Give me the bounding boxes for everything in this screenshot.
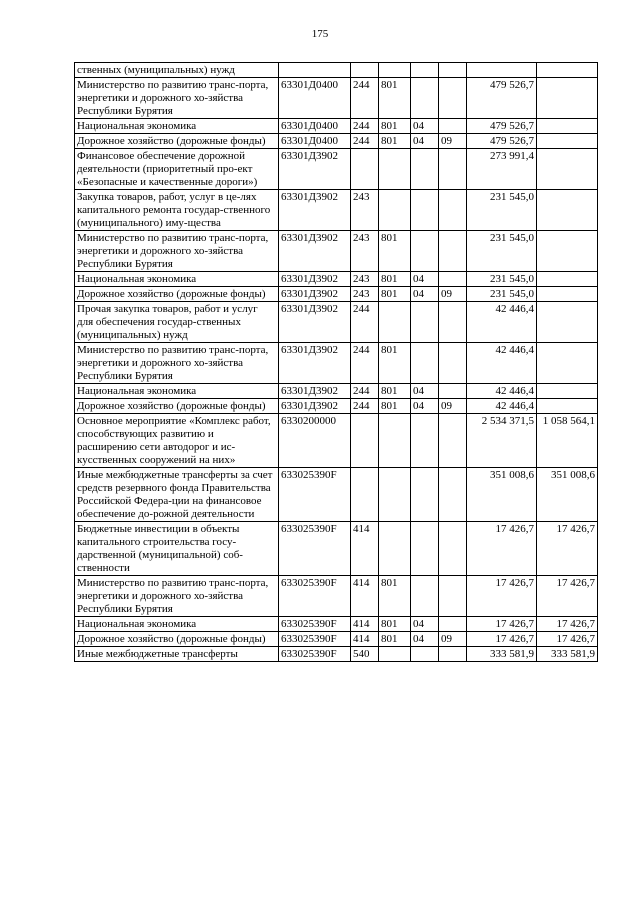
cell-department-code: 801	[379, 632, 411, 647]
cell-target-article-code: 633025390F	[279, 617, 351, 632]
cell-department-code: 801	[379, 231, 411, 272]
cell-section-code	[411, 576, 439, 617]
cell-row-name: Дорожное хозяйство (дорожные фонды)	[75, 287, 279, 302]
cell-target-article-code: 633025390F	[279, 647, 351, 662]
table-row	[75, 272, 598, 287]
cell-amount-second	[537, 231, 598, 272]
cell-amount-second: 17 426,7	[537, 522, 598, 576]
cell-target-article-code: 63301Д3902	[279, 231, 351, 272]
cell-expense-type-code	[351, 63, 379, 78]
cell-department-code: 801	[379, 272, 411, 287]
cell-section-code	[411, 647, 439, 662]
cell-department-code: 801	[379, 617, 411, 632]
cell-target-article-code: 63301Д3902	[279, 272, 351, 287]
cell-row-name: Национальная экономика	[75, 617, 279, 632]
cell-amount-second: 17 426,7	[537, 632, 598, 647]
table-row	[75, 632, 598, 647]
cell-department-code: 801	[379, 134, 411, 149]
cell-section-code	[411, 468, 439, 522]
cell-row-name: Бюджетные инвестиции в объекты капитального строительства госу-дарственной (муниципальной) соб-ственности	[75, 522, 279, 576]
table-row	[75, 384, 598, 399]
cell-subsection-code	[439, 119, 467, 134]
cell-subsection-code	[439, 468, 467, 522]
table-row	[75, 119, 598, 134]
cell-amount-second	[537, 302, 598, 343]
cell-row-name: Министерство по развитию транс-порта, энергетики и дорожного хо-зяйства Республики Бурятия	[75, 231, 279, 272]
cell-row-name: Дорожное хозяйство (дорожные фонды)	[75, 399, 279, 414]
cell-target-article-code	[279, 63, 351, 78]
cell-department-code	[379, 414, 411, 468]
cell-department-code: 801	[379, 384, 411, 399]
cell-section-code	[411, 78, 439, 119]
cell-section-code: 04	[411, 632, 439, 647]
cell-amount-second	[537, 272, 598, 287]
cell-amount-second	[537, 134, 598, 149]
cell-target-article-code: 63301Д3902	[279, 384, 351, 399]
cell-subsection-code	[439, 647, 467, 662]
cell-row-name: Министерство по развитию транс-порта, энергетики и дорожного хо-зяйства Республики Бурятия	[75, 78, 279, 119]
cell-subsection-code	[439, 149, 467, 190]
cell-amount-second: 351 008,6	[537, 468, 598, 522]
cell-row-name: ственных (муниципальных) нужд	[75, 63, 279, 78]
table-row	[75, 522, 598, 576]
cell-subsection-code	[439, 190, 467, 231]
cell-department-code: 801	[379, 399, 411, 414]
cell-expense-type-code: 244	[351, 302, 379, 343]
cell-subsection-code: 09	[439, 134, 467, 149]
cell-expense-type-code: 243	[351, 190, 379, 231]
table-row	[75, 149, 598, 190]
cell-amount-first: 17 426,7	[467, 576, 537, 617]
table-row	[75, 617, 598, 632]
cell-amount-first: 351 008,6	[467, 468, 537, 522]
cell-section-code	[411, 231, 439, 272]
table-row	[75, 468, 598, 522]
cell-amount-second	[537, 78, 598, 119]
table-row	[75, 78, 598, 119]
cell-target-article-code: 633025390F	[279, 576, 351, 617]
cell-amount-second	[537, 149, 598, 190]
cell-subsection-code	[439, 272, 467, 287]
cell-amount-first: 42 446,4	[467, 302, 537, 343]
cell-department-code	[379, 522, 411, 576]
cell-amount-second	[537, 384, 598, 399]
cell-amount-first: 17 426,7	[467, 617, 537, 632]
cell-target-article-code: 63301Д0400	[279, 134, 351, 149]
cell-section-code	[411, 522, 439, 576]
cell-subsection-code: 09	[439, 632, 467, 647]
cell-amount-first: 479 526,7	[467, 119, 537, 134]
cell-amount-second	[537, 63, 598, 78]
cell-section-code: 04	[411, 119, 439, 134]
cell-department-code	[379, 149, 411, 190]
cell-section-code: 04	[411, 272, 439, 287]
cell-row-name: Основное мероприятие «Комплекс работ, способствующих развитию и расширению сети автодорог и ис-кусственных сооружений на них»	[75, 414, 279, 468]
cell-amount-first: 231 545,0	[467, 231, 537, 272]
cell-expense-type-code: 244	[351, 119, 379, 134]
cell-amount-first: 479 526,7	[467, 78, 537, 119]
table-row	[75, 134, 598, 149]
cell-expense-type-code: 414	[351, 576, 379, 617]
cell-amount-first: 479 526,7	[467, 134, 537, 149]
cell-expense-type-code: 244	[351, 343, 379, 384]
cell-row-name: Национальная экономика	[75, 384, 279, 399]
cell-row-name: Национальная экономика	[75, 119, 279, 134]
cell-section-code: 04	[411, 384, 439, 399]
cell-subsection-code: 09	[439, 287, 467, 302]
cell-amount-first: 17 426,7	[467, 522, 537, 576]
cell-row-name: Министерство по развитию транс-порта, энергетики и дорожного хо-зяйства Республики Бурятия	[75, 343, 279, 384]
cell-amount-second	[537, 343, 598, 384]
table-row	[75, 647, 598, 662]
cell-department-code: 801	[379, 78, 411, 119]
cell-section-code	[411, 63, 439, 78]
cell-subsection-code	[439, 576, 467, 617]
cell-amount-second: 1 058 564,1	[537, 414, 598, 468]
cell-row-name: Иные межбюджетные трансферты	[75, 647, 279, 662]
cell-target-article-code: 63301Д3902	[279, 287, 351, 302]
cell-target-article-code: 6330200000	[279, 414, 351, 468]
cell-department-code: 801	[379, 343, 411, 384]
budget-table	[74, 62, 598, 662]
cell-section-code: 04	[411, 617, 439, 632]
table-row	[75, 287, 598, 302]
cell-department-code	[379, 468, 411, 522]
table-row	[75, 343, 598, 384]
cell-amount-second	[537, 190, 598, 231]
cell-amount-first: 42 446,4	[467, 384, 537, 399]
table-row	[75, 63, 598, 78]
cell-expense-type-code: 414	[351, 617, 379, 632]
table-row	[75, 399, 598, 414]
cell-amount-first: 273 991,4	[467, 149, 537, 190]
cell-row-name: Прочая закупка товаров, работ и услуг для обеспечения государ-ственных (муниципальных) нужд	[75, 302, 279, 343]
cell-row-name: Закупка товаров, работ, услуг в це-лях капитального ремонта государ-ственного (муниципального) иму-щества	[75, 190, 279, 231]
cell-subsection-code	[439, 384, 467, 399]
cell-expense-type-code: 243	[351, 231, 379, 272]
cell-target-article-code: 63301Д3902	[279, 399, 351, 414]
cell-row-name: Иные межбюджетные трансферты за счет средств резервного фонда Правительства Российской Федера-ции на финансовое обеспечение до-рожной деятельности	[75, 468, 279, 522]
cell-expense-type-code: 244	[351, 399, 379, 414]
cell-section-code: 04	[411, 287, 439, 302]
cell-expense-type-code	[351, 468, 379, 522]
cell-expense-type-code	[351, 149, 379, 190]
cell-row-name: Министерство по развитию транс-порта, энергетики и дорожного хо-зяйства Республики Бурятия	[75, 576, 279, 617]
cell-target-article-code: 63301Д0400	[279, 78, 351, 119]
cell-amount-first: 231 545,0	[467, 190, 537, 231]
table-row	[75, 414, 598, 468]
cell-expense-type-code: 244	[351, 134, 379, 149]
cell-expense-type-code: 244	[351, 78, 379, 119]
cell-amount-second	[537, 399, 598, 414]
cell-amount-second: 17 426,7	[537, 617, 598, 632]
cell-target-article-code: 63301Д3902	[279, 302, 351, 343]
cell-subsection-code	[439, 231, 467, 272]
cell-department-code	[379, 302, 411, 343]
cell-section-code	[411, 343, 439, 384]
cell-amount-first: 333 581,9	[467, 647, 537, 662]
table-row	[75, 302, 598, 343]
cell-expense-type-code	[351, 414, 379, 468]
cell-subsection-code	[439, 302, 467, 343]
table-row	[75, 576, 598, 617]
cell-expense-type-code: 243	[351, 287, 379, 302]
cell-subsection-code	[439, 63, 467, 78]
cell-expense-type-code: 540	[351, 647, 379, 662]
cell-row-name: Дорожное хозяйство (дорожные фонды)	[75, 134, 279, 149]
cell-department-code	[379, 647, 411, 662]
cell-row-name: Дорожное хозяйство (дорожные фонды)	[75, 632, 279, 647]
cell-amount-second: 17 426,7	[537, 576, 598, 617]
cell-target-article-code: 63301Д3902	[279, 149, 351, 190]
cell-amount-first: 231 545,0	[467, 272, 537, 287]
cell-department-code	[379, 63, 411, 78]
cell-target-article-code: 63301Д3902	[279, 190, 351, 231]
cell-subsection-code	[439, 522, 467, 576]
cell-amount-second	[537, 287, 598, 302]
table-body	[75, 63, 598, 662]
cell-subsection-code: 09	[439, 399, 467, 414]
page-number: 175	[311, 28, 329, 40]
cell-department-code: 801	[379, 576, 411, 617]
cell-amount-first: 231 545,0	[467, 287, 537, 302]
cell-subsection-code	[439, 414, 467, 468]
cell-amount-first: 42 446,4	[467, 343, 537, 384]
cell-section-code	[411, 414, 439, 468]
cell-subsection-code	[439, 343, 467, 384]
cell-expense-type-code: 244	[351, 384, 379, 399]
cell-target-article-code: 633025390F	[279, 632, 351, 647]
cell-section-code	[411, 302, 439, 343]
cell-subsection-code	[439, 78, 467, 119]
cell-section-code: 04	[411, 134, 439, 149]
table-row	[75, 190, 598, 231]
cell-row-name: Финансовое обеспечение дорожной деятельности (приоритетный про-ект «Безопасные и качественные дороги»)	[75, 149, 279, 190]
table-row	[75, 231, 598, 272]
cell-target-article-code: 63301Д0400	[279, 119, 351, 134]
cell-expense-type-code: 243	[351, 272, 379, 287]
cell-subsection-code	[439, 617, 467, 632]
cell-section-code	[411, 190, 439, 231]
cell-expense-type-code: 414	[351, 522, 379, 576]
cell-department-code: 801	[379, 119, 411, 134]
cell-amount-first	[467, 63, 537, 78]
cell-department-code: 801	[379, 287, 411, 302]
cell-target-article-code: 633025390F	[279, 522, 351, 576]
cell-section-code: 04	[411, 399, 439, 414]
cell-expense-type-code: 414	[351, 632, 379, 647]
cell-amount-first: 2 534 371,5	[467, 414, 537, 468]
cell-amount-first: 17 426,7	[467, 632, 537, 647]
cell-target-article-code: 633025390F	[279, 468, 351, 522]
cell-amount-first: 42 446,4	[467, 399, 537, 414]
cell-department-code	[379, 190, 411, 231]
cell-amount-second	[537, 119, 598, 134]
cell-amount-second: 333 581,9	[537, 647, 598, 662]
cell-section-code	[411, 149, 439, 190]
cell-row-name: Национальная экономика	[75, 272, 279, 287]
cell-target-article-code: 63301Д3902	[279, 343, 351, 384]
